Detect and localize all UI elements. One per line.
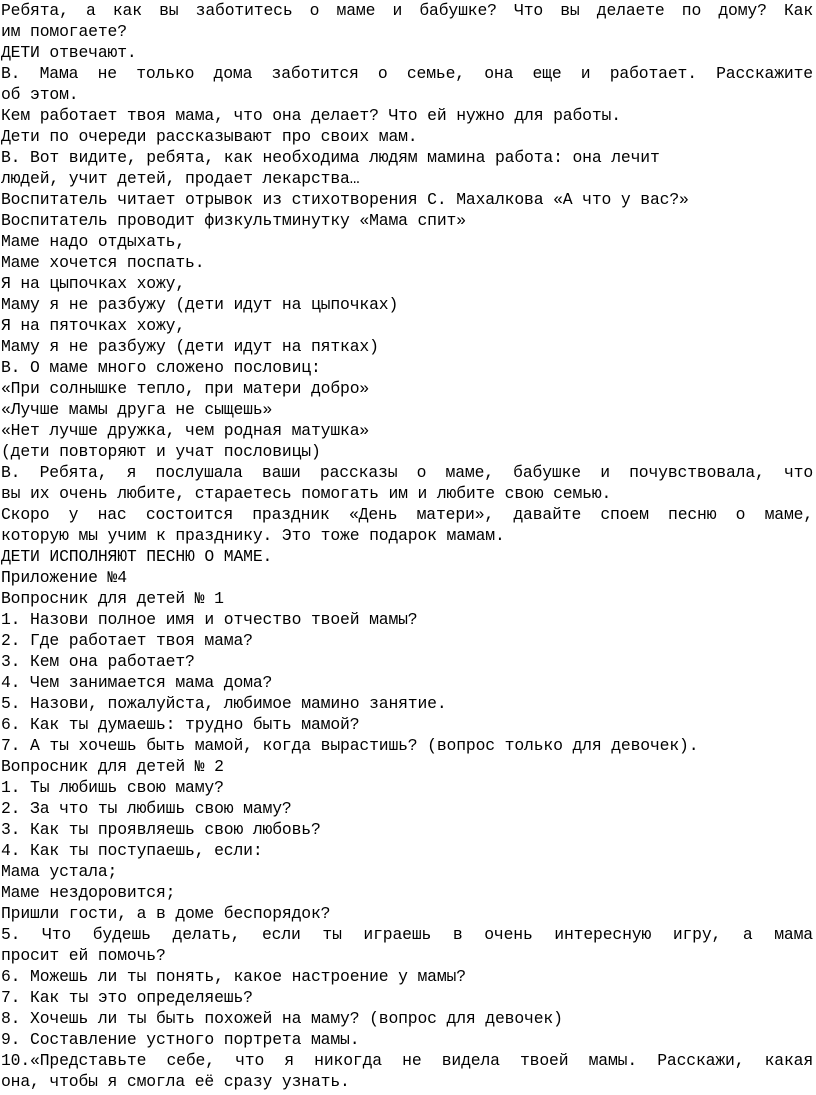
text-line: Маме хочется поспать. [1,253,205,272]
text-line: им помогаете? [1,22,127,41]
text-line: Я на цыпочках хожу, [1,274,186,293]
text-line: «Нет лучше дружка, чем родная матушка» [1,421,370,440]
text-line: (дети повторяют и учат пословицы) [1,442,321,461]
text-line: В. О маме много сложено пословиц: [1,358,321,377]
list-item: 5. Назови, пожалуйста, любимое мамино занятие. [1,694,447,713]
list-item: 5. Что будешь делать, если ты играешь в очень интересную игру, а мама [1,925,813,944]
text-line: об этом. [1,85,79,104]
text-line: она, чтобы я смогла её сразу узнать. [1,1072,350,1091]
text-line: вы их очень любите, стараетесь помогать им и любите свою семью. [1,484,612,503]
text-line: ДЕТИ ИСПОЛНЯЮТ ПЕСНЮ О МАМЕ. [1,547,273,566]
section-heading: Вопросник для детей № 1 [1,589,224,608]
text-line: Я на пяточках хожу, [1,316,186,335]
list-item: 10.«Представьте себе, что я никогда не видела твоей мамы. Расскажи, какая [1,1051,813,1070]
list-item: 4. Чем занимается мама дома? [1,673,273,692]
text-line: В. Мама не только дома заботится о семье, она еще и работает. Расскажите [1,64,813,83]
text-line: Ребята, а как вы заботитесь о маме и бабушке? Что вы делаете по дому? Как [1,1,813,20]
text-line: Маме нездоровится; [1,883,176,902]
list-item: 6. Можешь ли ты понять, какое настроение у мамы? [1,967,466,986]
text-line: Кем работает твоя мама, что она делает? Что ей нужно для работы. [1,106,621,125]
text-line: «Лучше мамы друга не сыщешь» [1,400,273,419]
list-item: 3. Как ты проявляешь свою любовь? [1,820,321,839]
list-item: 7. А ты хочешь быть мамой, когда вырастишь? (вопрос только для девочек). [1,736,699,755]
text-line: Маму я не разбужу (дети идут на цыпочках) [1,295,399,314]
text-line: Маму я не разбужу (дети идут на пятках) [1,337,379,356]
list-item: 7. Как ты это определяешь? [1,988,253,1007]
text-line: Дети по очереди рассказывают про своих мам. [1,127,418,146]
text-line: которую мы учим к празднику. Это тоже подарок мамам. [1,526,505,545]
text-line: Скоро у нас состоится праздник «День матери», давайте споем песню о маме, [1,505,813,524]
text-line: Воспитатель читает отрывок из стихотворения С. Махалкова «А что у вас?» [1,190,689,209]
text-line: Воспитатель проводит физкультминутку «Мама спит» [1,211,466,230]
text-line: В. Вот видите, ребята, как необходима людям мамина работа: она лечит [1,148,660,167]
section-heading: Приложение №4 [1,568,127,587]
text-line: Мама устала; [1,862,118,881]
text-line: ДЕТИ отвечают. [1,43,137,62]
list-item: 1. Назови полное имя и отчество твоей мамы? [1,610,418,629]
text-line: просит ей помочь? [1,946,166,965]
text-line: Маме надо отдыхать, [1,232,186,251]
list-item: 3. Кем она работает? [1,652,195,671]
text-line: В. Ребята, я послушала ваши рассказы о маме, бабушке и почувствовала, что [1,463,813,482]
list-item: 9. Составление устного портрета мамы. [1,1030,360,1049]
text-line: Пришли гости, а в доме беспорядок? [1,904,331,923]
list-item: 4. Как ты поступаешь, если: [1,841,263,860]
list-item: 2. За что ты любишь свою маму? [1,799,292,818]
list-item: 1. Ты любишь свою маму? [1,778,224,797]
list-item: 6. Как ты думаешь: трудно быть мамой? [1,715,360,734]
text-line: людей, учит детей, продает лекарства… [1,169,360,188]
list-item: 2. Где работает твоя мама? [1,631,253,650]
list-item: 8. Хочешь ли ты быть похожей на маму? (вопрос для девочек) [1,1009,563,1028]
text-line: «При солнышке тепло, при матери добро» [1,379,370,398]
section-heading: Вопросник для детей № 2 [1,757,224,776]
